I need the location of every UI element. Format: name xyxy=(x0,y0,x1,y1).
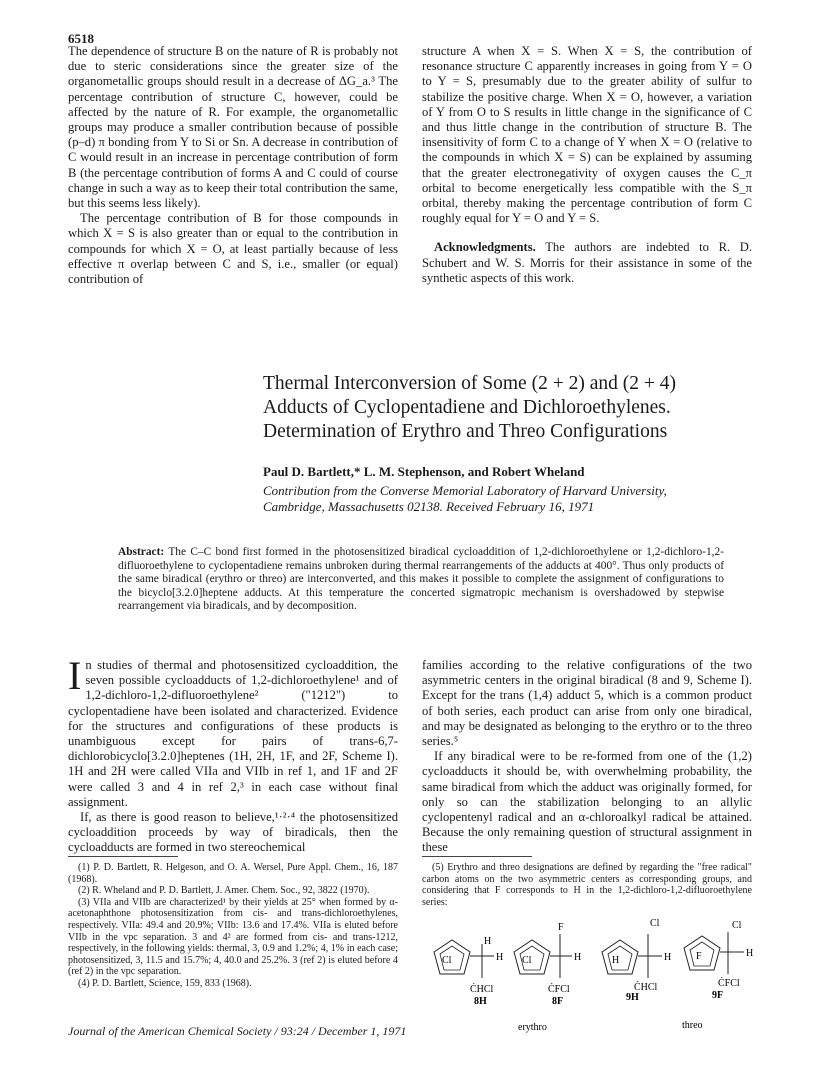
footnote: (5) Erythro and threo designations are defined by regarding the "free radical" carbon atoms on the two asymmetric centers as corresponding groups, and considering that F corresponds to H in the 1,2-dichloro-1,2-difluoroethylene series: xyxy=(422,862,752,908)
radical-group: ĊHCl xyxy=(470,984,494,995)
atom-label: F xyxy=(696,951,702,962)
structure-8f xyxy=(514,922,581,1007)
right-atom: H xyxy=(746,948,754,959)
ack-label: Acknowledgments. xyxy=(434,240,536,255)
structure-9h xyxy=(602,918,671,1003)
paragraph: The percentage contribution of B for those compounds in which X = S is also greater than or equal to the contribution in compounds for which X = O, at least partially because of less effective π overlap between C and S, i.e., smaller (or equal) contribution of xyxy=(68,211,398,287)
right-atom: H xyxy=(574,952,582,963)
article-title xyxy=(263,372,763,444)
footnote-rule xyxy=(422,856,532,857)
footnote: (4) P. D. Bartlett, Science, 159, 833 (1968). xyxy=(78,977,252,989)
ack-text: The authors are indebted to R. D. Schubert and W. S. Morris for their assistance in some of the synthetic aspects of this work. xyxy=(422,240,752,285)
paragraph: families according to the relative configurations of the two asymmetric centers in the original biradical (8 and 9, Scheme I). Except for the trans (1,4) adduct 5, which is a common product of both series, each product can arise from only one biradical, and may be designated as belonging to the erythro or to the threo series.⁵ xyxy=(422,658,752,749)
affiliation xyxy=(263,483,743,515)
footnote-rule xyxy=(68,856,178,857)
erythro-threo-scheme xyxy=(422,904,762,1034)
body-left-column xyxy=(68,653,398,856)
abstract-label: Abstract: xyxy=(118,546,165,558)
affiliation-line: Contribution from the Converse Memorial Laboratory of Harvard University, xyxy=(263,483,667,498)
footnote: (3) VIIa and VIIb are characterized¹ by their yields at 25° when formed by α-acetonaphthone photosensitization from cis- and trans-dichloroethylenes, respectively. VIIa: 49.4 and 20.9%; VIIb: 13.6 and 17.4%. VIIa is eluted before VIIb in the vpc separation. 3 and 4² are formed from cis- and trans-1212, respectively, in the following yields: thermal, 3, 0.9 and 1.2%; 4, 1% in each case; photosensitized, 3, 11.5 and 15.7%; 4, 40.0 and 25.2%. 3 (ref 2) is eluted before 4 (ref 2) in the vpc separation. xyxy=(68,896,398,978)
top-left-column xyxy=(68,44,398,287)
footnotes-right xyxy=(422,862,752,908)
paragraph xyxy=(68,653,398,810)
compound-id: 8F xyxy=(552,996,564,1007)
compound-id: 9F xyxy=(712,990,724,1001)
erythro-label: erythro xyxy=(518,1022,547,1033)
authors: Paul D. Bartlett,* L. M. Stephenson, and Robert Wheland xyxy=(263,464,585,479)
affiliation-line: Cambridge, Massachusetts 02138. Received February 16, 1971 xyxy=(263,499,595,514)
radical-group: ĊFCl xyxy=(548,984,570,995)
top-atom: F xyxy=(558,922,564,933)
title-line: Thermal Interconversion of Some (2 + 2) and (2 + 4) xyxy=(263,373,676,394)
page-number: 6518 xyxy=(68,31,94,46)
title-line: Adducts of Cyclopentadiene and Dichloroethylenes. xyxy=(263,397,671,418)
atom-label: Cl xyxy=(522,955,532,966)
right-atom: H xyxy=(496,952,504,963)
atom-label: Cl xyxy=(442,955,452,966)
footnote: (2) R. Wheland and P. D. Bartlett, J. Amer. Chem. Soc., 92, 3822 (1970). xyxy=(78,885,370,897)
paragraph: structure A when X = S. When X = S, the contribution of resonance structure C apparently increases in going from Y = O to Y = S, presumably due to the greater ability of sulfur to stabilize the positive charge. When X = O, however, a variation of Y from O to S results in little change in the significance of C and thus little change in the contribution of structure B. The insensitivity of form C to a change of Y when X = O (relative to the compounds in which X = S) can be explained by assuming that the greater electronegativity of oxygen causes the C_π orbital to become energetically less compatible with the S_π orbital, thereby making the percentage contribution of form C roughly equal for Y = O and Y = S. xyxy=(422,44,752,226)
acknowledgments xyxy=(422,240,752,286)
abstract-text: The C–C bond first formed in the photosensitized biradical cycloaddition of 1,2-dichloroethylene or 1,2-dichloro-1,2-difluoroethylene to cyclopentadiene remains unbroken during thermal rearrangements of the adducts at 400°. Thus only products of the same biradical (erythro or threo) are interconverted, and this makes it possible to complete the assignment of configurations to the bicyclo[3.2.0]heptene adducts. At this temperature the concerted sigmatropic mechanism is overshadowed by stepwise rearrangement via biradicals, and by decomposition. xyxy=(118,546,724,613)
top-atom: Cl xyxy=(732,920,742,931)
footnotes-left xyxy=(68,862,398,990)
structure-8h xyxy=(434,936,503,1007)
top-atom: H xyxy=(484,936,492,947)
structure-9f xyxy=(684,920,753,1001)
top-atom: Cl xyxy=(650,918,660,929)
paragraph: If, as there is good reason to believe,¹·²·⁴ the photosensitized cycloaddition proceeds by way of biradicals, then the cycloadducts are formed in two stereochemical xyxy=(68,810,398,855)
top-right-column xyxy=(422,44,752,286)
radical-group: ĊFCl xyxy=(718,978,740,989)
abstract xyxy=(118,546,724,614)
threo-label: threo xyxy=(682,1020,703,1031)
journal-footer: Journal of the American Chemical Society / 93:24 / December 1, 1971 xyxy=(68,1024,407,1038)
paragraph-text: n studies of thermal and photosensitized cycloaddition, the seven possible cycloadducts of 1,2-dichloroethylene¹ and of 1,2-dichloro-1,2-difluoroethylene² ("1212") to cyclopentadiene have been isolated and characterized. Evidence for the structures and configurations of these products is unambiguous except for pairs of trans-6,7-dichlorobicyclo[3.2.0]heptenes (1H, 2H, 1F, and 2F, Scheme I). 1H and 2H were called VIIa and VIIb in ref 1, and 1F and 2F were called 3 and 4 in ref 2,³ in each case without final assignment. xyxy=(68,658,398,809)
paragraph: The dependence of structure B on the nature of R is probably not due to steric considerations since the greater size of the organometallic groups should result in a decrease of ΔG_a.³ The percentage contribution of structure C, however, could be affected by the nature of R. For example, the organometallic groups may produce a smaller contribution because of possible (p–d) π bonding from Y to Si or Sn. A decrease in contribution of C would result in an increase in percentage contribution of form B (the percentage contribution of forms A and C could of course change in such a way as to keep their total contribution the same, but this seems less likely). xyxy=(68,44,398,211)
title-line: Determination of Erythro and Threo Configurations xyxy=(263,421,668,442)
right-atom: H xyxy=(664,952,672,963)
body-right-column xyxy=(422,658,752,856)
compound-id: 9H xyxy=(626,992,639,1003)
atom-label: H xyxy=(612,955,620,966)
drop-cap: I xyxy=(68,653,82,698)
compound-id: 8H xyxy=(474,996,487,1007)
footnote: (1) P. D. Bartlett, R. Helgeson, and O. A. Wersel, Pure Appl. Chem., 16, 187 (1968). xyxy=(68,862,398,885)
radical-group: ĊHCl xyxy=(634,982,658,993)
paragraph: If any biradical were to be re-formed from one of the (1,2) cycloadducts it should be, with overwhelming probability, the same biradical from which the adduct was originally formed, for only so can the stabilization belonging to an allylic cyclopentenyl radical and an α-chloroalkyl radical be attained. Because the only remaining question of structural assignment in these xyxy=(422,749,752,855)
